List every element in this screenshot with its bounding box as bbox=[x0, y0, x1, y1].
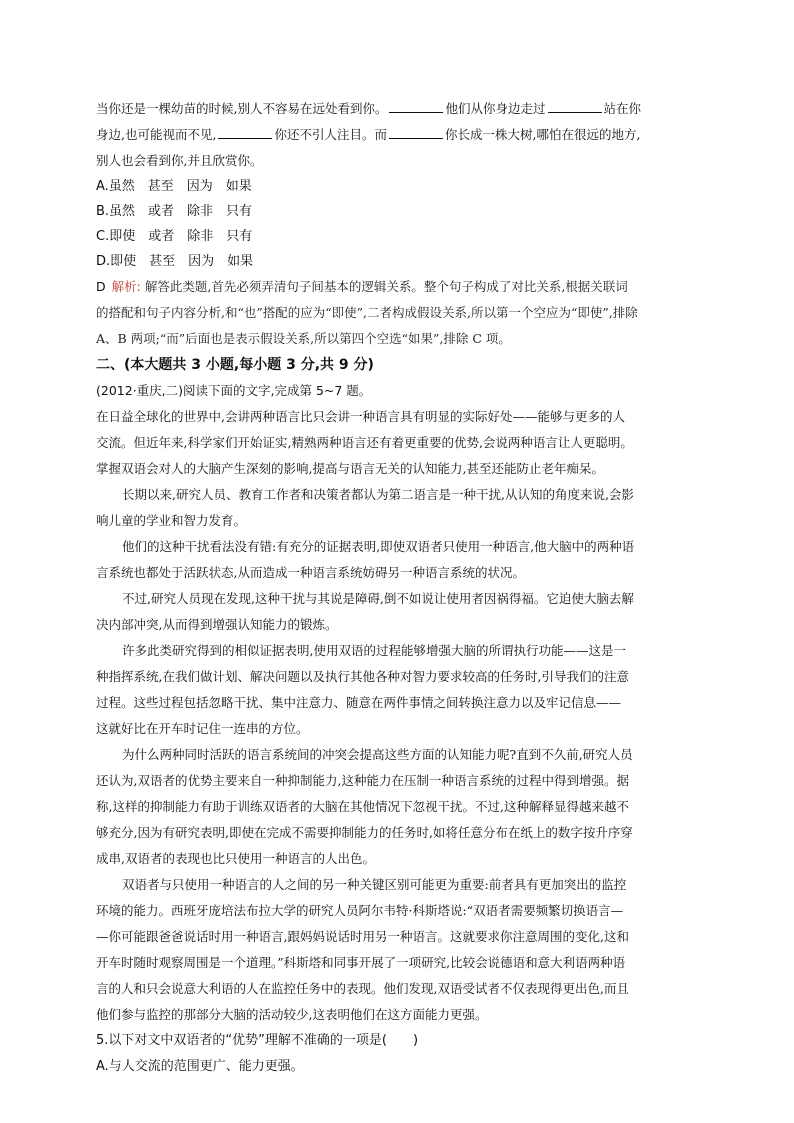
section-heading: 二、(本大题共 3 小题,每小题 3 分,共 9 分) bbox=[96, 357, 374, 373]
intro-text: 身边,也可能视而不见, bbox=[96, 127, 217, 142]
blank-2 bbox=[548, 100, 602, 113]
passage-line: 过程。这些过程包括忽略干扰、集中注意力、随意在两件事情之间转换注意力以及牢记信息—— bbox=[96, 695, 622, 710]
option-a: A.虽然 甚至 因为 如果 bbox=[96, 179, 252, 194]
passage-line: —你可能跟爸爸说话时用一种语言,跟妈妈说话时用另一种语言。这就要求你注意周围的变化,这和 bbox=[96, 929, 629, 944]
question-5-option-a: A.与人交流的范围更广、能力更强。 bbox=[96, 1059, 304, 1074]
answer-text: 解答此类题,首先必须弄清句子间基本的逻辑关系。整个句子构成了对比关系,根据关联词 bbox=[144, 279, 628, 294]
passage-line: 长期以来,研究人员、教育工作者和决策者都认为第二语言是一种干扰,从认知的角度来说,会影 bbox=[122, 487, 634, 502]
answer-label: 解析: bbox=[111, 279, 141, 294]
passage-line: 掌握双语会对人的大脑产生深刻的影响,提高与语言无关的认知能力,甚至还能防止老年痴呆。 bbox=[96, 461, 604, 476]
passage-line: 够充分,因为有研究表明,即使在完成不需要抑制能力的任务时,如将任意分布在纸上的数字按升序穿 bbox=[96, 825, 633, 840]
answer-line-3: A、B 两项;“而”后面也是表示假设关系,所以第四个空选“如果”,排除 C 项。 bbox=[96, 331, 511, 346]
intro-text: 当你还是一棵幼苗的时候,别人不容易在远处看到你。 bbox=[96, 101, 388, 116]
intro-text: 他们从你身边走过 bbox=[445, 101, 546, 116]
answer-line-1 bbox=[96, 274, 700, 300]
intro-line-3: 别人也会看到你,并且欣赏你。 bbox=[96, 153, 263, 168]
passage-line: 成串,双语者的表现也比只使用一种语言的人出色。 bbox=[96, 851, 375, 866]
passage-line: 种指挥系统,在我们做计划、解决问题以及执行其他各种对智力要求较高的任务时,引导我们的注意 bbox=[96, 669, 629, 684]
blank-3 bbox=[218, 126, 272, 139]
intro-text: 你长成一株大树,哪怕在很远的地方, bbox=[444, 127, 641, 142]
passage-line: 在日益全球化的世界中,会讲两种语言比只会讲一种语言具有明显的实际好处——能够与更多的人 bbox=[96, 409, 625, 424]
passage-line: 不过,研究人员现在发现,这种干扰与其说是障碍,倒不如说让使用者因祸得福。它迫使大脑去解 bbox=[122, 591, 634, 606]
intro-line-2 bbox=[96, 122, 700, 148]
passage-line: 为什么两种同时活跃的语言系统间的冲突会提高这些方面的认知能力呢?直到不久前,研究人员 bbox=[122, 747, 633, 762]
passage-line: 他们的这种干扰看法没有错:有充分的证据表明,即使双语者只使用一种语言,他大脑中的两种语 bbox=[122, 539, 635, 554]
passage-line: 他们参与监控的那部分大脑的活动较少,这表明他们在这方面能力更强。 bbox=[96, 1007, 488, 1022]
passage-line: 称,这样的抑制能力有助于训练双语者的大脑在其他情况下忽视干扰。不过,这种解释显得越来越不 bbox=[96, 799, 629, 814]
passage-line: 还认为,双语者的优势主要来自一种抑制能力,这种能力在压制一种语言系统的过程中得到增强。据 bbox=[96, 773, 629, 788]
blank-4 bbox=[389, 126, 443, 139]
section-source: (2012·重庆,二)阅读下面的文字,完成第 5~7 题。 bbox=[96, 383, 372, 398]
option-c: C.即使 或者 除非 只有 bbox=[96, 229, 253, 244]
passage-line: 决内部冲突,从而得到增强认知能力的锻炼。 bbox=[96, 617, 338, 632]
passage-line: 这就好比在开车时记住一连串的方位。 bbox=[96, 721, 309, 736]
passage-line: 响儿童的学业和智力发育。 bbox=[96, 513, 247, 528]
passage-line: 许多此类研究得到的相似证据表明,使用双语的过程能够增强大脑的所谓执行功能——这是一 bbox=[122, 643, 626, 658]
passage-line: 开车时随时观察周围是一个道理。”科斯塔和同事开展了一项研究,比较会说德语和意大利语两种语 bbox=[96, 955, 626, 970]
passage-line: 双语者与只使用一种语言的人之间的另一种关键区别可能更为重要:前者具有更加突出的监控 bbox=[122, 877, 627, 892]
passage-line: 言的人和只会说意大利语的人在监控任务中的表现。他们发现,双语受试者不仅表现得更出色,而且 bbox=[96, 981, 629, 996]
intro-text: 你还不引人注目。而 bbox=[274, 127, 387, 142]
blank-1 bbox=[389, 100, 443, 113]
intro-line-1 bbox=[96, 96, 700, 122]
answer-line-2: 的搭配和句子内容分析,和“也”搭配的应为“即使”,二者构成假设关系,所以第一个空应为“即使”,排除 bbox=[96, 305, 638, 320]
passage-line: 言系统也都处于活跃状态,从而造成一种语言系统妨碍另一种语言系统的状况。 bbox=[96, 565, 525, 580]
document-page bbox=[96, 96, 700, 1080]
passage-line: 环境的能力。西班牙庞培法布拉大学的研究人员阿尔韦特·科斯塔说:“双语者需要频繁切换语言— bbox=[96, 903, 624, 918]
option-b: B.虽然 或者 除非 只有 bbox=[96, 204, 253, 219]
answer-letter: D bbox=[96, 279, 106, 294]
intro-text: 站在你 bbox=[603, 101, 642, 116]
option-d: D.即使 甚至 因为 如果 bbox=[96, 254, 254, 269]
question-5-stem: 5.以下对文中双语者的“优势”理解不准确的一项是( ) bbox=[96, 1033, 419, 1048]
passage-line: 交流。但近年来,科学家们开始证实,精熟两种语言还有着更重要的优势,会说两种语言让人更聪明。 bbox=[96, 435, 633, 450]
